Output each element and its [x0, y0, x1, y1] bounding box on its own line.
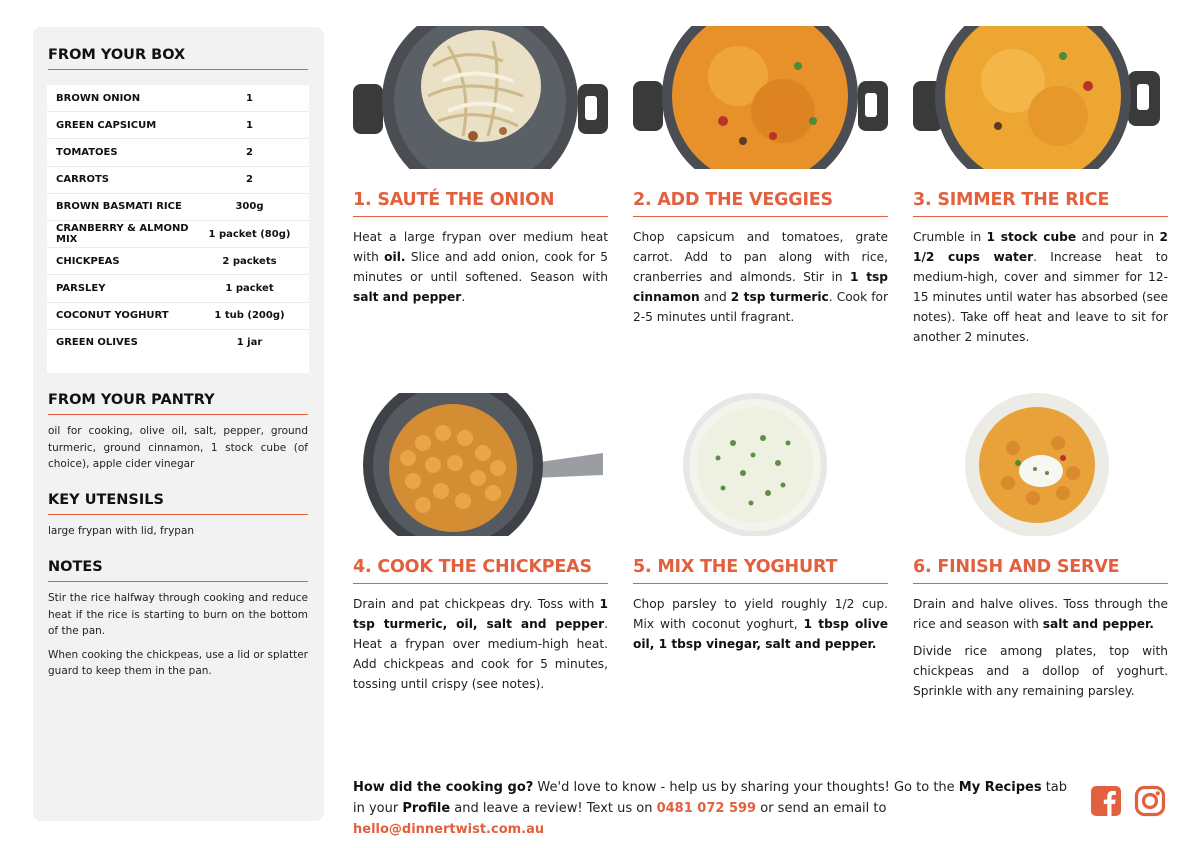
step-title: 2. ADD THE VEGGIES	[633, 190, 888, 217]
ingredient-row	[47, 275, 309, 302]
instruction-paragraph	[633, 227, 888, 327]
ingredient-row	[47, 194, 309, 221]
bold-ingredient-text: 2 1/2 cups water	[913, 230, 1168, 264]
footer-text: We'd love to know - help us by sharing your thoughts! Go to the	[533, 780, 959, 795]
ingredient-name: PARSLEY	[56, 282, 106, 294]
ingredient-quantity: 1 packet	[225, 282, 274, 294]
instruction-text: Drain and halve olives. Toss through the rice and season with	[913, 597, 1168, 631]
bold-ingredient-text: oil.	[384, 250, 406, 264]
ingredient-row	[47, 112, 309, 139]
bold-ingredient-text: 2 tsp turmeric	[730, 290, 829, 304]
instruction-paragraph	[353, 594, 608, 694]
ingredient-row	[47, 330, 309, 356]
box-ingredients-table	[47, 85, 309, 373]
chickpeas-pan-photo	[353, 393, 608, 536]
onion-pan-photo	[353, 26, 608, 169]
ingredient-name: CARROTS	[56, 174, 110, 186]
step-title: 4. COOK THE CHICKPEAS	[353, 557, 608, 584]
step-6	[913, 393, 1168, 708]
note-item: Stir the rice halfway through cooking and reduce heat if the rice is starting to burn on the bottom of the pan.	[48, 592, 308, 637]
ingredient-name: BROWN ONION	[56, 92, 141, 104]
instruction-text: and pour in	[1076, 230, 1160, 244]
simmered-rice-pan-photo	[913, 26, 1168, 169]
ingredient-row	[47, 303, 309, 330]
step-instructions	[913, 594, 1168, 701]
ingredient-quantity: 300g	[235, 201, 264, 213]
step-title: 3. SIMMER THE RICE	[913, 190, 1168, 217]
ingredient-name: COCONUT YOGHURT	[56, 310, 169, 322]
step-instructions	[633, 594, 888, 654]
ingredient-quantity: 1	[246, 92, 253, 104]
step-title: 1. SAUTÉ THE ONION	[353, 190, 608, 217]
ingredient-row	[47, 139, 309, 166]
bold-ingredient-text: 1 tbsp olive oil, 1 tbsp vinegar, salt and pepper.	[633, 617, 888, 651]
ingredient-name: BROWN BASMATI RICE	[56, 201, 182, 213]
notes-heading: NOTES	[48, 559, 308, 582]
ingredient-row	[47, 221, 309, 248]
step-title: 5. MIX THE YOGHURT	[633, 557, 888, 584]
ingredient-quantity: 2	[246, 146, 253, 158]
instruction-text: . Increase heat to medium-high, cover and simmer for 12-15 minutes until water has absorbed (see notes). Take off heat and leave to sit for another 2 minutes.	[913, 250, 1168, 344]
instruction-text: Chop parsley to yield roughly 1/2 cup. Mix with coconut yoghurt,	[633, 597, 888, 631]
instruction-text: Drain and pat chickpeas dry. Toss with	[353, 597, 600, 611]
step-1	[353, 26, 608, 314]
footer-text: My Recipes	[958, 780, 1042, 795]
from-your-box-heading: FROM YOUR BOX	[48, 47, 308, 70]
step-5	[633, 393, 888, 661]
footer-text: Profile	[402, 801, 451, 816]
instruction-text: and	[699, 290, 731, 304]
facebook-icon[interactable]	[1090, 785, 1122, 817]
ingredient-quantity: 2	[246, 174, 253, 186]
instruction-text: .	[461, 290, 466, 304]
footer-text: and leave a review! Text us on	[450, 801, 657, 816]
ingredient-name: CHICKPEAS	[56, 255, 120, 267]
footer-text: How did the cooking go?	[353, 780, 534, 795]
ingredient-quantity: 1 jar	[236, 337, 263, 349]
ingredient-quantity: 1 packet (80g)	[208, 228, 291, 240]
instruction-paragraph	[633, 594, 888, 654]
ingredient-name: GREEN CAPSICUM	[56, 119, 157, 131]
note-item: When cooking the chickpeas, use a lid or splatter guard to keep them in the pan.	[48, 648, 308, 677]
yoghurt-bowl-photo	[633, 393, 888, 536]
utensils-text: large frypan with lid, frypan	[48, 525, 195, 537]
step-title: 6. FINISH AND SERVE	[913, 557, 1168, 584]
ingredient-quantity: 1	[246, 119, 253, 131]
from-your-pantry-heading: FROM YOUR PANTRY	[48, 392, 308, 415]
footer-text: or send an email to	[756, 801, 887, 816]
ingredient-row	[47, 85, 309, 112]
ingredient-name: TOMATOES	[56, 146, 118, 158]
key-utensils-heading: KEY UTENSILS	[48, 492, 308, 515]
step-instructions	[353, 227, 608, 307]
ingredients-sidebar	[33, 27, 324, 821]
veggie-rice-pan-photo	[633, 26, 888, 169]
instruction-paragraph	[353, 227, 608, 307]
bold-ingredient-text: 1 tsp turmeric, oil, salt and pepper	[353, 597, 608, 631]
instruction-paragraph	[913, 594, 1168, 634]
step-3	[913, 26, 1168, 354]
bold-ingredient-text: 1 tsp cinnamon	[633, 270, 888, 304]
instruction-text: Divide rice among plates, top with chickpeas and a dollop of yoghurt. Sprinkle with any remaining parsley.	[913, 644, 1168, 698]
instruction-text: . Cook for 2-5 minutes until fragrant.	[633, 290, 888, 324]
finished-plate-photo	[913, 393, 1168, 536]
ingredient-name: GREEN OLIVES	[56, 337, 138, 349]
instruction-text: Heat a large frypan over medium heat with	[353, 230, 608, 264]
notes-list	[48, 590, 308, 687]
instagram-icon[interactable]	[1134, 785, 1166, 817]
step-2	[633, 26, 888, 334]
ingredient-quantity: 1 tub (200g)	[214, 310, 285, 322]
instruction-text: Chop capsicum and tomatoes, grate carrot. Add to pan along with rice, cranberries and almonds. Stir in	[633, 230, 888, 284]
pantry-items-text: oil for cooking, olive oil, salt, pepper, ground turmeric, ground cinnamon, 1 stock cube (of choice), apple cider vinegar	[48, 425, 308, 470]
ingredient-name: CRANBERRY & ALMOND MIX	[56, 223, 189, 246]
ingredient-quantity: 2 packets	[222, 255, 277, 267]
step-instructions	[633, 227, 888, 327]
step-instructions	[353, 594, 608, 694]
phone-link[interactable]: 0481 072 599	[656, 801, 757, 816]
ingredient-row	[47, 248, 309, 275]
feedback-footer	[353, 777, 1078, 840]
step-instructions	[913, 227, 1168, 347]
footer-text: tab in your	[353, 780, 1068, 816]
instruction-text: Crumble in	[913, 230, 987, 244]
step-4	[353, 393, 608, 701]
bold-ingredient-text: salt and pepper	[353, 290, 462, 304]
instruction-paragraph	[913, 227, 1168, 347]
bold-ingredient-text: salt and pepper.	[1042, 617, 1154, 631]
ingredient-row	[47, 167, 309, 194]
instruction-text: . Heat a frypan over medium-high heat. Add chickpeas and cook for 5 minutes, tossing until crispy (see notes).	[353, 617, 608, 691]
email-link[interactable]: hello@dinnertwist.com.au	[353, 822, 545, 837]
instruction-text: Slice and add onion, cook for 5 minutes or until softened. Season with	[353, 250, 608, 284]
instruction-paragraph	[913, 641, 1168, 701]
bold-ingredient-text: 1 stock cube	[986, 230, 1077, 244]
